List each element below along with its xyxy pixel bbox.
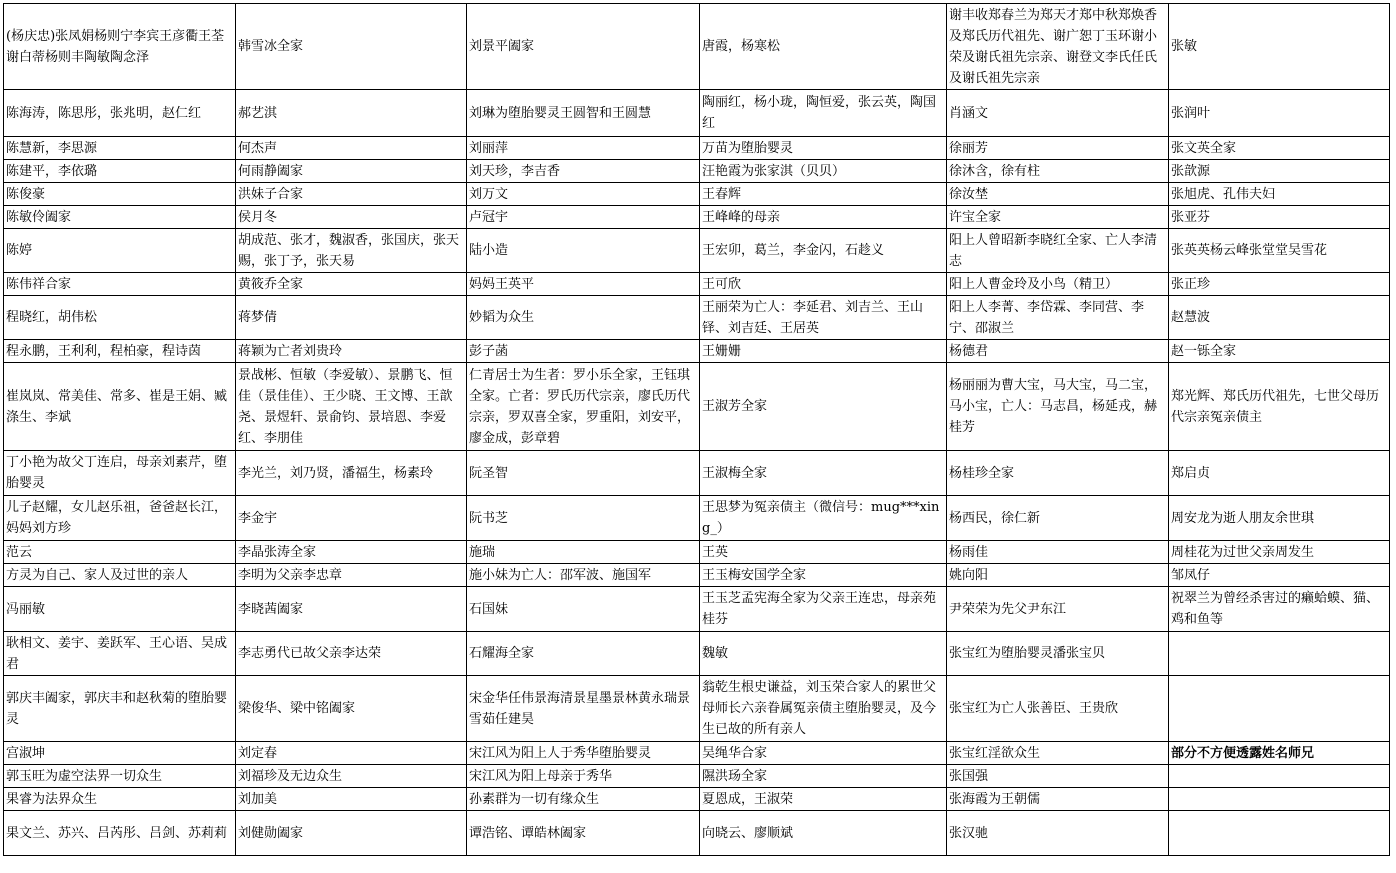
table-cell: 侯月冬 — [236, 206, 467, 229]
table-row — [4, 273, 1390, 296]
table-cell: 王思梦为冤亲债主（微信号：mug***xing_） — [700, 496, 947, 541]
table-cell: 王可欣 — [700, 273, 947, 296]
table-cell: 方灵为自己、家人及过世的亲人 — [4, 564, 236, 587]
table-cell: 阳上人李菁、李岱霖、李同营、李宁、邵淑兰 — [947, 296, 1169, 340]
table-cell: 李光兰，刘乃贤，潘福生，杨素玲 — [236, 451, 467, 496]
table-cell: 姚向阳 — [947, 564, 1169, 587]
table-cell: 部分不方便透露姓名师兄 — [1169, 742, 1390, 765]
table-cell: 刘加美 — [236, 788, 467, 811]
table-cell: 张歆源 — [1169, 160, 1390, 183]
table-cell — [1169, 811, 1390, 856]
table-cell: 仁青居士为生者：罗小乐全家，王钰琪全家。亡者：罗氏历代宗亲，廖氏历代宗亲，罗双喜全家，罗重阳，刘安平，廖金成，彭章碧 — [467, 363, 700, 451]
table-row — [4, 742, 1390, 765]
table-cell: 王峰峰的母亲 — [700, 206, 947, 229]
table-cell: 王淑芳全家 — [700, 363, 947, 451]
table-cell: 陈伟祥合家 — [4, 273, 236, 296]
table-cell: 陶丽红，杨小珑，陶恒爱，张云英，陶国红 — [700, 90, 947, 137]
table-cell: 唐霞，杨寒松 — [700, 4, 947, 90]
table-cell: 郝艺淇 — [236, 90, 467, 137]
table-cell: 陈敏伶阖家 — [4, 206, 236, 229]
table-cell: 陈俊豪 — [4, 183, 236, 206]
table-cell: 张宝红为亡人张善臣、王贵欣 — [947, 676, 1169, 742]
table-cell: 崔岚岚、常美佳、常多、崔是王娟、臧涤生、李斌 — [4, 363, 236, 451]
table-cell: 张海霞为王朝儒 — [947, 788, 1169, 811]
table-cell: 尹荣荣为先父尹东江 — [947, 587, 1169, 632]
table-row — [4, 229, 1390, 273]
table-cell: 陈海涛，陈思彤，张兆明，赵仁红 — [4, 90, 236, 137]
table-cell: 张敏 — [1169, 4, 1390, 90]
table-cell: 汪艳霞为张家淇（贝贝） — [700, 160, 947, 183]
table-cell: 刘琳为堕胎婴灵王圆智和王圆慧 — [467, 90, 700, 137]
table-cell: 徐汝埜 — [947, 183, 1169, 206]
table-cell: 张宝红为堕胎婴灵潘张宝贝 — [947, 632, 1169, 676]
table-cell: 刘天珍，李吉香 — [467, 160, 700, 183]
table-cell: 陈慧新，李思源 — [4, 137, 236, 160]
table-cell: 隰洪玚全家 — [700, 765, 947, 788]
table-row — [4, 587, 1390, 632]
table-cell: 李志勇代已故父亲李达荣 — [236, 632, 467, 676]
table-cell: (杨庆忠)张凤娟杨则宁李宾王彦衢王荃谢白蒂杨则丰陶敏陶念泽 — [4, 4, 236, 90]
table-row — [4, 564, 1390, 587]
table-row — [4, 541, 1390, 564]
names-table — [3, 3, 1390, 856]
table-cell: 陈建平，李依璐 — [4, 160, 236, 183]
table-cell: 李晓茜阖家 — [236, 587, 467, 632]
table-cell: 翁乾生根史谦益，刘玉荣合家人的累世父母师长六亲眷属冤亲债主堕胎婴灵，及今生已故的所有亲人 — [700, 676, 947, 742]
table-cell: 耿相文、姜宇、姜跃军、王心语、吴成君 — [4, 632, 236, 676]
table-cell: 黄筱乔全家 — [236, 273, 467, 296]
table-cell: 肖涵文 — [947, 90, 1169, 137]
table-row — [4, 811, 1390, 856]
table-cell: 陈婷 — [4, 229, 236, 273]
table-cell: 张国强 — [947, 765, 1169, 788]
table-cell: 何杰声 — [236, 137, 467, 160]
table-cell: 施瑞 — [467, 541, 700, 564]
table-row — [4, 363, 1390, 451]
table-cell: 果文兰、苏兴、吕芮彤、吕剑、苏莉莉 — [4, 811, 236, 856]
table-cell: 祝翠兰为曾经杀害过的癞蛤蟆、猫、鸡和鱼等 — [1169, 587, 1390, 632]
table-cell: 陆小造 — [467, 229, 700, 273]
table-row — [4, 496, 1390, 541]
table-cell: 李金宇 — [236, 496, 467, 541]
table-cell: 王春辉 — [700, 183, 947, 206]
table-cell: 洪妹子合家 — [236, 183, 467, 206]
table-cell: 谢丰收郑春兰为郑天才郑中秋郑焕香及郑氏历代祖先、谢广恕丁玉环谢小荣及谢氏祖先宗亲、谢登文李氏任氏及谢氏祖先宗亲 — [947, 4, 1169, 90]
table-cell: 张旭虎、孔伟夫妇 — [1169, 183, 1390, 206]
table-cell: 杨丽丽为曹大宝，马大宝，马二宝，马小宝，亡人：马志昌，杨延戎，赫桂芳 — [947, 363, 1169, 451]
table-cell: 徐丽芳 — [947, 137, 1169, 160]
table-cell: 景战彬、恒敏（李爱敏）、景鹏飞、恒佳（景佳佳）、王少晓、王文博、王歆尧、景煜轩、景俞钧、景培恩、李爱红、李朋佳 — [236, 363, 467, 451]
table-cell: 谭浩铭、谭皓林阖家 — [467, 811, 700, 856]
table-cell: 何雨静阖家 — [236, 160, 467, 183]
table-cell: 王玉梅安国学全家 — [700, 564, 947, 587]
table-cell: 徐沐含，徐有柱 — [947, 160, 1169, 183]
table-cell — [1169, 788, 1390, 811]
table-cell: 石国妹 — [467, 587, 700, 632]
table-cell: 妈妈王英平 — [467, 273, 700, 296]
table-cell: 向晓云、廖顺斌 — [700, 811, 947, 856]
table-cell: 周桂花为过世父亲周发生 — [1169, 541, 1390, 564]
table-cell: 梁俊华、梁中铭阖家 — [236, 676, 467, 742]
table-cell: 赵一铄全家 — [1169, 340, 1390, 363]
table-cell: 赵慧波 — [1169, 296, 1390, 340]
table-row — [4, 183, 1390, 206]
table-cell: 郑启贞 — [1169, 451, 1390, 496]
table-cell — [1169, 632, 1390, 676]
table-cell: 阳上人曾昭新李晓红全家、亡人李清志 — [947, 229, 1169, 273]
table-cell: 韩雪冰全家 — [236, 4, 467, 90]
table-cell: 杨西民，徐仁新 — [947, 496, 1169, 541]
table-cell: 宫淑坤 — [4, 742, 236, 765]
table-cell: 王玉芝孟宪海全家为父亲王连忠，母亲苑桂芬 — [700, 587, 947, 632]
table-cell: 夏恩成，王淑荣 — [700, 788, 947, 811]
table-cell: 杨德君 — [947, 340, 1169, 363]
table-cell: 李明为父亲李忠章 — [236, 564, 467, 587]
table-cell: 儿子赵耀，女儿赵乐祖，爸爸赵长江，妈妈刘方珍 — [4, 496, 236, 541]
table-cell: 郭庆丰阖家，郭庆丰和赵秋菊的堕胎婴灵 — [4, 676, 236, 742]
table-cell: 周安龙为逝人朋友余世琪 — [1169, 496, 1390, 541]
table-cell: 王英 — [700, 541, 947, 564]
table-cell: 蒋梦倩 — [236, 296, 467, 340]
table-row — [4, 137, 1390, 160]
table-cell: 张文英全家 — [1169, 137, 1390, 160]
table-cell — [1169, 765, 1390, 788]
table-cell: 刘定春 — [236, 742, 467, 765]
table-cell: 郭玉旺为虚空法界一切众生 — [4, 765, 236, 788]
table-cell: 张英英杨云峰张堂堂吴雪花 — [1169, 229, 1390, 273]
table-cell: 杨雨佳 — [947, 541, 1169, 564]
table-row — [4, 90, 1390, 137]
table-cell: 王丽荣为亡人：李延君、刘吉兰、王山铎、刘吉廷、王居英 — [700, 296, 947, 340]
table-cell: 刘万文 — [467, 183, 700, 206]
table-cell: 郑光辉、郑氏历代祖先，七世父母历代宗亲冤亲债主 — [1169, 363, 1390, 451]
table-cell: 杨桂珍全家 — [947, 451, 1169, 496]
table-row — [4, 206, 1390, 229]
table-row — [4, 788, 1390, 811]
table-cell: 许宝全家 — [947, 206, 1169, 229]
table-cell: 阮圣智 — [467, 451, 700, 496]
table-cell: 刘景平阖家 — [467, 4, 700, 90]
table-cell: 胡成范、张才，魏淑香，张国庆，张天赐，张丁予，张天易 — [236, 229, 467, 273]
table-row — [4, 160, 1390, 183]
table-cell: 张润叶 — [1169, 90, 1390, 137]
table-row — [4, 296, 1390, 340]
table-row — [4, 451, 1390, 496]
table-cell: 李晶张涛全家 — [236, 541, 467, 564]
table-cell: 宋金华任伟景海清景星墨景林黄永瑞景雪茹任建昊 — [467, 676, 700, 742]
table-cell: 妙韬为众生 — [467, 296, 700, 340]
table-row — [4, 765, 1390, 788]
table-cell: 魏敏 — [700, 632, 947, 676]
table-cell: 王淑梅全家 — [700, 451, 947, 496]
table-cell: 彭子菡 — [467, 340, 700, 363]
table-cell: 吴绳华合家 — [700, 742, 947, 765]
table-cell: 冯丽敏 — [4, 587, 236, 632]
table-cell: 张汉驰 — [947, 811, 1169, 856]
table-cell: 王宏卯，葛兰，李金闪，石趁义 — [700, 229, 947, 273]
table-cell: 丁小艳为故父丁连启，母亲刘素芹，堕胎婴灵 — [4, 451, 236, 496]
table-cell: 阳上人曹金玲及小鸟（精卫） — [947, 273, 1169, 296]
table-row — [4, 632, 1390, 676]
table-cell: 王姗姗 — [700, 340, 947, 363]
table-cell: 张宝红淫欲众生 — [947, 742, 1169, 765]
table-cell: 宋江风为阳上母亲于秀华 — [467, 765, 700, 788]
table-cell: 果睿为法界众生 — [4, 788, 236, 811]
table-cell: 石耀海全家 — [467, 632, 700, 676]
table-row — [4, 340, 1390, 363]
names-table-body — [4, 4, 1390, 856]
table-cell: 施小妹为亡人：邵军波、施国军 — [467, 564, 700, 587]
table-cell: 蒋颖为亡者刘贵玲 — [236, 340, 467, 363]
table-cell: 卢冠宇 — [467, 206, 700, 229]
table-cell: 张亚芬 — [1169, 206, 1390, 229]
table-row — [4, 4, 1390, 90]
table-cell: 邹凤仔 — [1169, 564, 1390, 587]
table-cell: 张正珍 — [1169, 273, 1390, 296]
table-cell: 程晓红，胡伟松 — [4, 296, 236, 340]
table-cell: 刘福珍及无边众生 — [236, 765, 467, 788]
table-cell: 阮书芝 — [467, 496, 700, 541]
table-cell: 宋江风为阳上人于秀华堕胎婴灵 — [467, 742, 700, 765]
table-cell: 范云 — [4, 541, 236, 564]
table-cell: 孙素群为一切有缘众生 — [467, 788, 700, 811]
table-row — [4, 676, 1390, 742]
table-cell: 程永鹏，王利利，程柏豪，程诗茵 — [4, 340, 236, 363]
table-cell — [1169, 676, 1390, 742]
table-cell: 刘健勋阖家 — [236, 811, 467, 856]
table-cell: 万苗为堕胎婴灵 — [700, 137, 947, 160]
table-cell: 刘丽萍 — [467, 137, 700, 160]
